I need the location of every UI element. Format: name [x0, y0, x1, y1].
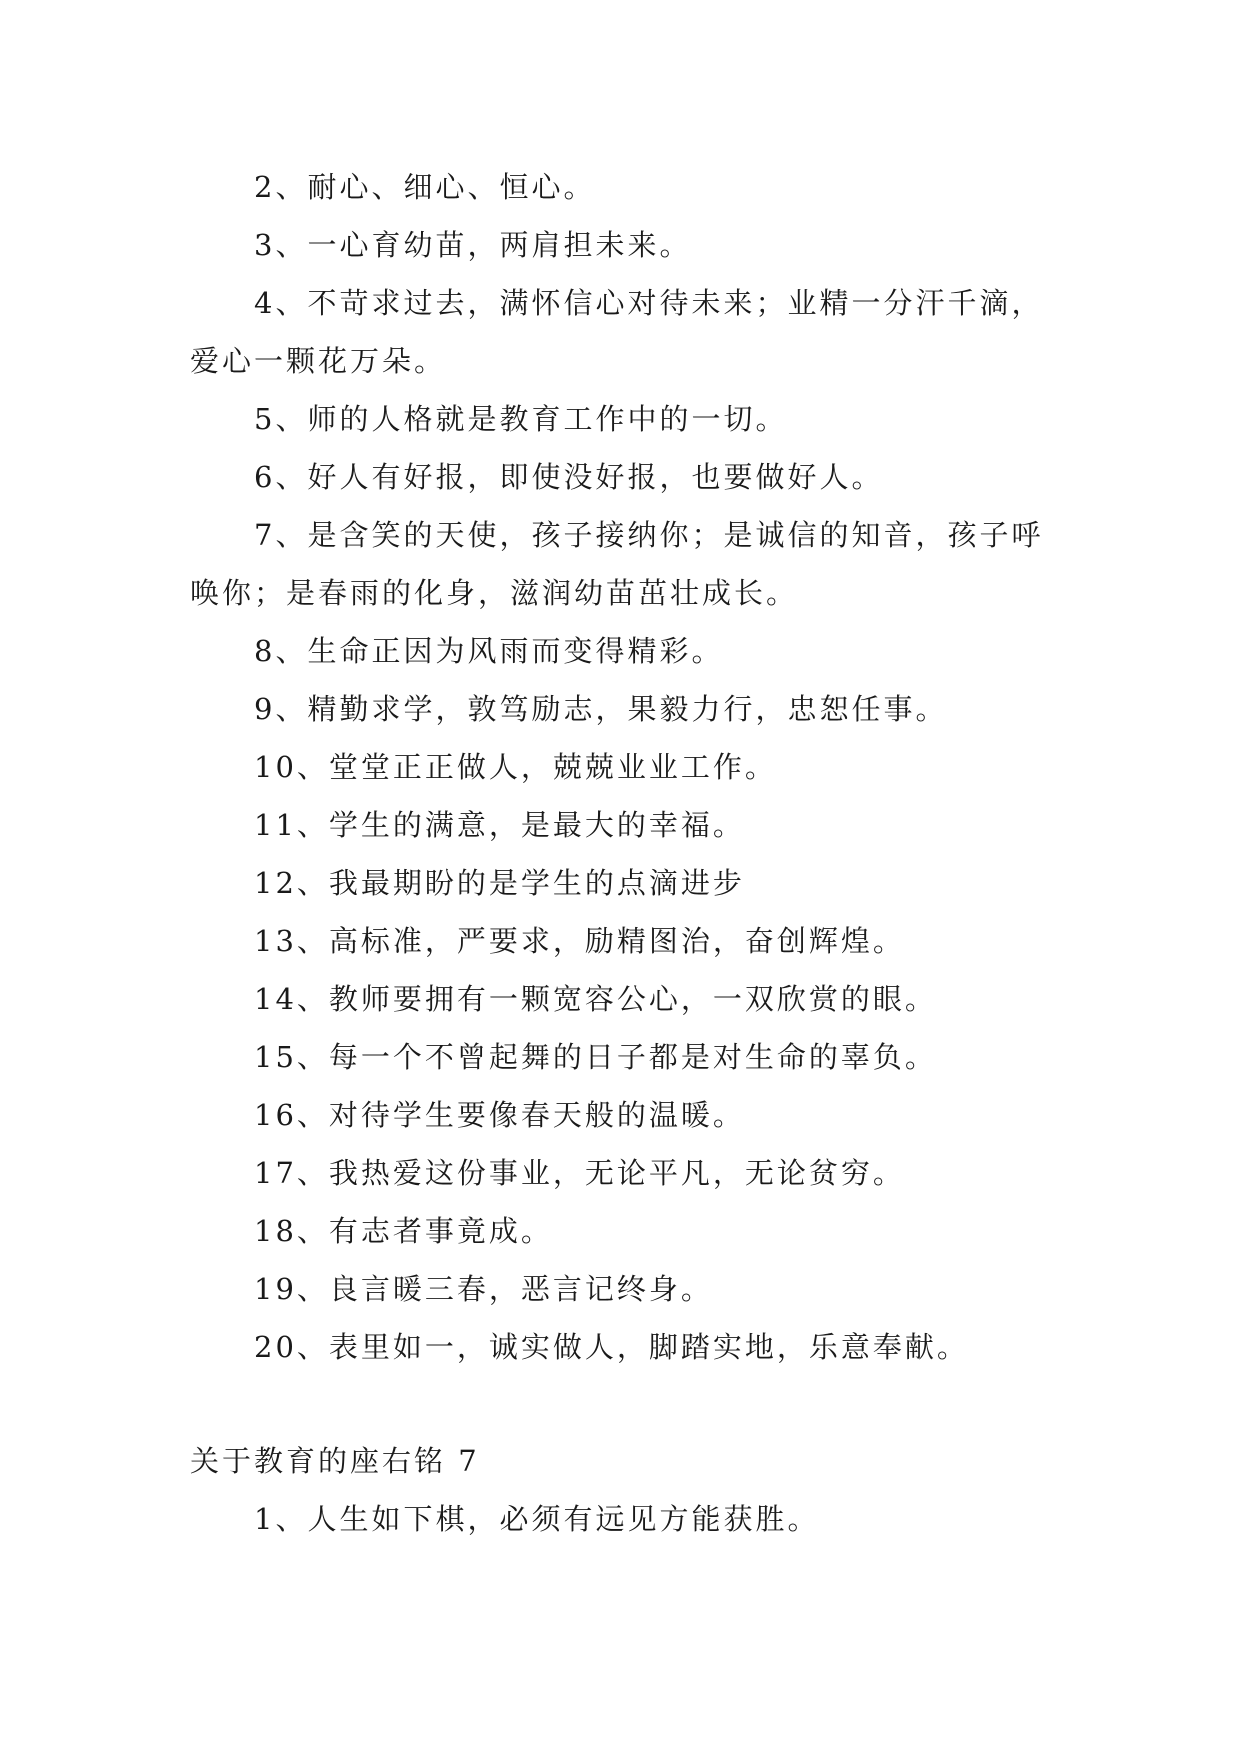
- list-item: 7、是含笑的天使，孩子接纳你；是诚信的知音，孩子呼唤你；是春雨的化身，滋润幼苗茁壮成长。: [190, 518, 1044, 610]
- section-heading: 关于教育的座右铭 7: [190, 1444, 480, 1478]
- list-item: 6、好人有好报，即使没好报，也要做好人。: [254, 460, 884, 494]
- list-item: 15、每一个不曾起舞的日子都是对生命的辜负。: [254, 1040, 937, 1074]
- list-item: 8、生命正因为风雨而变得精彩。: [254, 634, 724, 668]
- list-item: 2、耐心、细心、恒心。: [254, 170, 596, 204]
- list-item: 1、人生如下棋，必须有远见方能获胜。: [254, 1502, 820, 1536]
- list-item: 14、教师要拥有一颗宽容公心，一双欣赏的眼。: [254, 982, 937, 1016]
- list-item: 5、师的人格就是教育工作中的一切。: [254, 402, 788, 436]
- document-body: [190, 158, 1070, 1548]
- list-item: 16、对待学生要像春天般的温暖。: [254, 1098, 745, 1132]
- list-item: 19、良言暖三春，恶言记终身。: [254, 1272, 713, 1306]
- list-item: 11、学生的满意，是最大的幸福。: [254, 808, 745, 842]
- list-item: 3、一心育幼苗，两肩担未来。: [254, 228, 692, 262]
- list-item: 9、精勤求学，敦笃励志，果毅力行，忠恕任事。: [254, 692, 948, 726]
- list-item: 20、表里如一，诚实做人，脚踏实地，乐意奉献。: [254, 1330, 969, 1364]
- list-item: 17、我热爱这份事业，无论平凡，无论贫穷。: [254, 1156, 905, 1190]
- list-item: 4、不苛求过去，满怀信心对待未来；业精一分汗千滴，爱心一颗花万朵。: [190, 286, 1044, 378]
- list-item: 10、堂堂正正做人，兢兢业业工作。: [254, 750, 777, 784]
- list-item: 18、有志者事竟成。: [254, 1214, 553, 1248]
- list-item: 12、我最期盼的是学生的点滴进步: [254, 866, 745, 900]
- list-item: 13、高标准，严要求，励精图治，奋创辉煌。: [254, 924, 905, 958]
